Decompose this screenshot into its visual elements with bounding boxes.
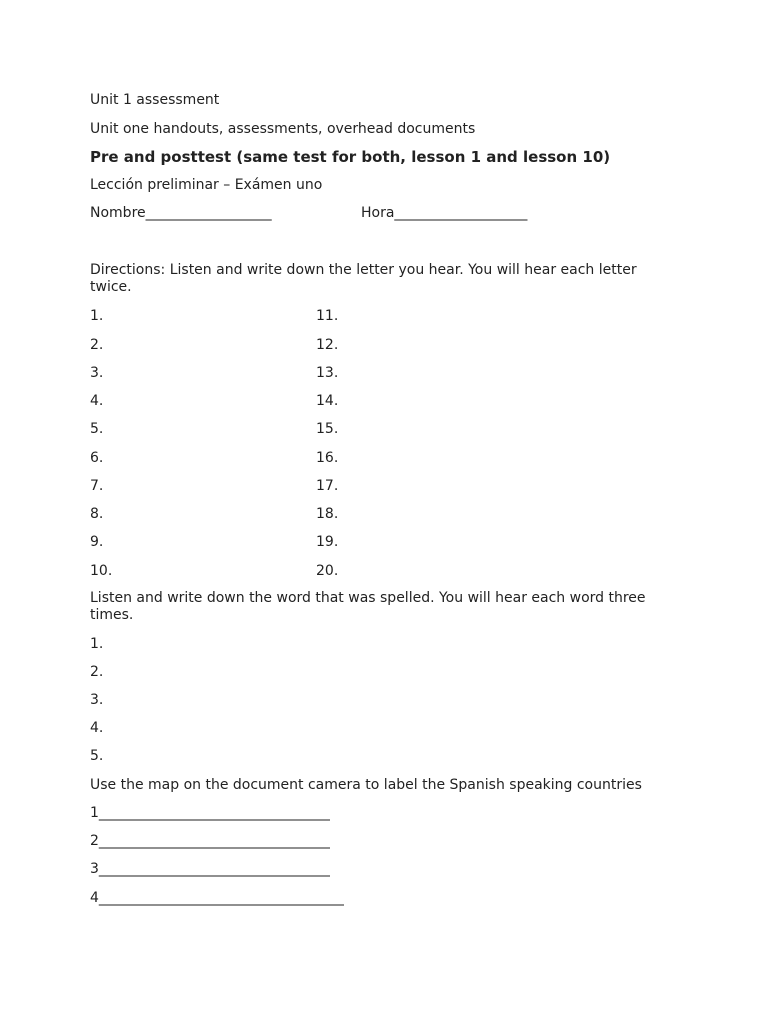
letter-item: 5.: [90, 421, 104, 437]
lesson-title: Lección preliminar – Exámen uno: [90, 177, 323, 193]
letter-item: 8.: [90, 506, 104, 522]
test-heading: Pre and posttest (same test for both, lesson 1 and lesson 10): [90, 148, 611, 166]
letter-directions: Directions: Listen and write down the letter you hear. You will hear each letter twice.: [90, 262, 637, 295]
name-field: Nombre__________________: [90, 205, 272, 221]
letter-item: 20.: [316, 563, 339, 579]
letter-item: 9.: [90, 534, 104, 550]
letter-item: 17.: [316, 478, 339, 494]
letter-item: 2.: [90, 337, 104, 353]
letter-item: 13.: [316, 365, 339, 381]
letter-item: 6.: [90, 450, 104, 466]
letter-item: 3.: [90, 365, 104, 381]
letter-item: 4.: [90, 393, 104, 409]
word-item: 4.: [90, 720, 104, 736]
hour-field: Hora___________________: [361, 205, 528, 221]
doc-subtitle: Unit one handouts, assessments, overhead documents: [90, 121, 476, 137]
letter-item: 14.: [316, 393, 339, 409]
country-blank: 1_________________________________: [90, 805, 330, 821]
letter-item: 11.: [316, 308, 339, 324]
country-blank: 3_________________________________: [90, 861, 330, 877]
country-blank: 2_________________________________: [90, 833, 330, 849]
letter-item: 19.: [316, 534, 339, 550]
word-item: 2.: [90, 664, 104, 680]
word-item: 5.: [90, 748, 104, 764]
letter-item: 7.: [90, 478, 104, 494]
letter-item: 10.: [90, 563, 113, 579]
word-item: 1.: [90, 636, 104, 652]
letter-item: 18.: [316, 506, 339, 522]
letter-item: 16.: [316, 450, 339, 466]
country-blank: 4___________________________________: [90, 890, 344, 906]
doc-title: Unit 1 assessment: [90, 92, 220, 108]
word-item: 3.: [90, 692, 104, 708]
word-directions: Listen and write down the word that was spelled. You will hear each word three times.: [90, 590, 646, 623]
letter-item: 15.: [316, 421, 339, 437]
letter-item: 12.: [316, 337, 339, 353]
map-directions: Use the map on the document camera to label the Spanish speaking countries: [90, 777, 642, 793]
letter-item: 1.: [90, 308, 104, 324]
